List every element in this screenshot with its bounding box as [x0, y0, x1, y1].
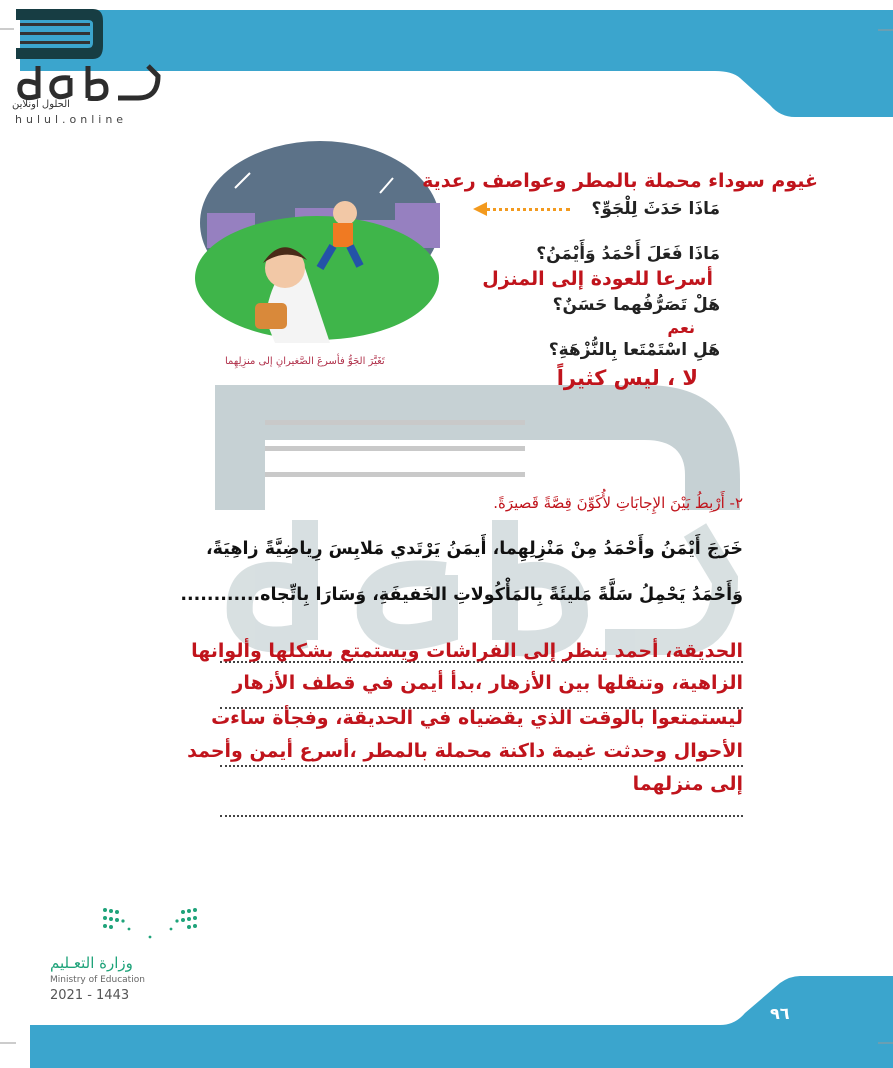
question-3: هَلْ تَصَرُّفُهما حَسَنٌ؟ [552, 295, 720, 315]
story-answer-line-4: الأحوال وحدثت غيمة داكنة محملة بالمطر ،أسرع أيمن وأحمد [187, 740, 743, 762]
answer-1: غيوم سوداء محملة بالمطر وعواصف رعدية [422, 170, 818, 192]
story-answer-line-1: الحديقة، أحمد ينظر إلى الفراشات ويستمتع بشكلها وألوانها [191, 640, 743, 662]
story-line-2: وَأَحْمَدُ يَحْمِلُ سَلَّةً مَليئَةً بِالمَأْكُولاتِ الخَفيفَةِ، وَسَارَا بِاتِّجاه............ [180, 585, 743, 605]
story-answer-line-5: إلى منزلهما [632, 773, 743, 795]
answer-2: أسرعا للعودة إلى المنزل [482, 268, 713, 290]
logo-arabic: الحلول اونلاين [12, 99, 70, 110]
answer-3: نعم [667, 318, 695, 337]
answer-dotted-line [220, 815, 743, 817]
answer-4: لا ، ليس كثيراً [556, 366, 698, 390]
logo-latin: hulul.online [15, 113, 128, 126]
hulul-logo [8, 6, 178, 101]
section-2-title: ٢- أَرْبِطُ بَيْنَ الإِجابَاتِ لأُكَوِّنَ قِصَّةً قَصيرَةً. [493, 494, 743, 512]
illustration-caption: تَغَيَّرَ الجَوُّ فأسرعَ الصَّغيرانِ إلى منزِلِهِما [225, 356, 385, 367]
story-answer-line-2: الزاهية، وتنقلها بين الأزهار ،بدأ أيمن في قطف الأزهار [232, 672, 743, 694]
page-number: ٩٦ [770, 1004, 790, 1023]
question-2: مَاذَا فَعَلَ أَحْمَدُ وَأَيْمَنُ؟ [536, 244, 720, 264]
answer-dotted-line [220, 765, 743, 767]
arrow-dotted [480, 208, 570, 211]
question-4: هَلِ اسْتَمْتَعا بِالنُّزْهَةِ؟ [548, 340, 720, 360]
ministry-emblem [100, 905, 205, 945]
arrow-left-icon [473, 202, 487, 216]
storm-illustration [195, 138, 445, 348]
ministry-english: Ministry of Education [50, 975, 145, 985]
story-answer-line-3: ليستمتعوا بالوقت الذي يقضياه في الحديقة، وفجأة ساءت [211, 707, 743, 729]
story-line-1: خَرَجَ أَيْمَنُ وأَحْمَدُ مِنْ مَنْزِلِهِما، أَيمَنُ يَرْتَدي مَلابِسَ رِياضِيَّةً زاهِيَةً، [206, 539, 743, 559]
ministry-arabic: وزارة التعـليم [50, 954, 133, 972]
ministry-year: 2021 - 1443 [50, 988, 130, 1003]
question-1: مَاذَا حَدَثَ لِلْجَوِّ؟ [591, 199, 720, 219]
bottom-banner [0, 975, 893, 1068]
